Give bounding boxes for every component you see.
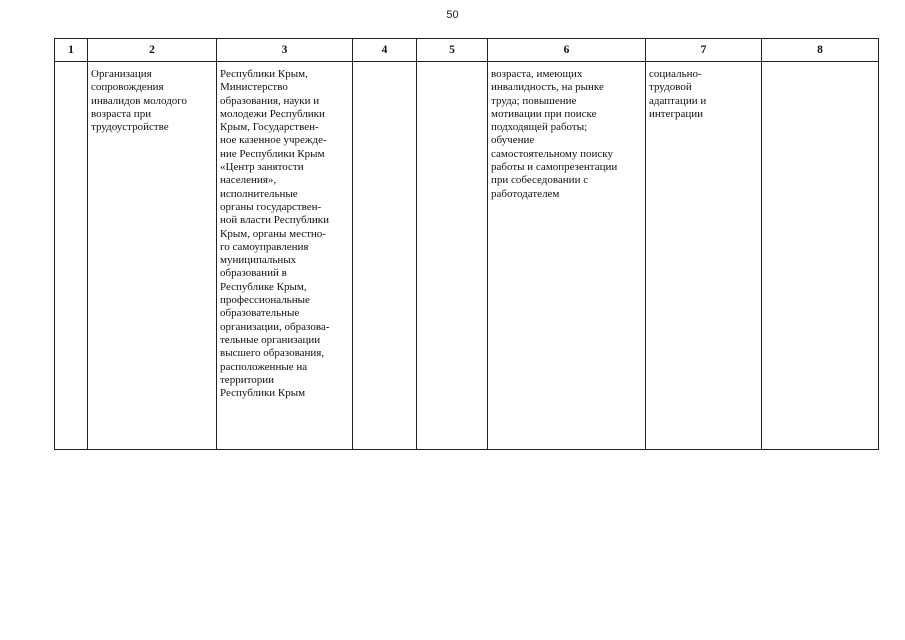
column-header-2: 2 — [88, 39, 217, 62]
column-header-5: 5 — [417, 39, 488, 62]
column-header-7: 7 — [646, 39, 762, 62]
table-header-row — [55, 39, 879, 62]
column-header-3: 3 — [217, 39, 353, 62]
page-number: 50 — [446, 9, 459, 21]
document-table — [54, 38, 879, 450]
cell-col-4 — [353, 62, 417, 450]
column-header-8: 8 — [762, 39, 879, 62]
cell-col-1 — [55, 62, 88, 450]
cell-col-8 — [762, 62, 879, 450]
table-row — [55, 62, 879, 450]
cell-col-7: социально- трудовой адаптации и интеграции — [646, 62, 762, 450]
cell-col-5 — [417, 62, 488, 450]
cell-responsible-executors: Республики Крым, Министерство образования, науки и молодежи Республики Крым, Государствен- ное казенное учрежде- ние Республики Крым «Центр занятости населения», исполнительные органы государствен- ной власти Республики Крым, органы местно- го самоуправления муниципальных образований в Республике Крым, профессиональные образовательные организации, образова- тельные организации высшего образования, расположенные на территории Республики Крым — [217, 62, 353, 450]
column-header-1: 1 — [55, 39, 88, 62]
cell-measure-name: Организация сопровождения инвалидов молодого возраста при трудоустройстве — [88, 62, 217, 450]
column-header-4: 4 — [353, 39, 417, 62]
column-header-6: 6 — [488, 39, 646, 62]
cell-expected-result: возраста, имеющих инвалидность, на рынке труда; повышение мотивации при поиске подходящей работы; обучение самостоятельному поиску работы и самопрезентации при собеседовании с работодателем — [488, 62, 646, 450]
